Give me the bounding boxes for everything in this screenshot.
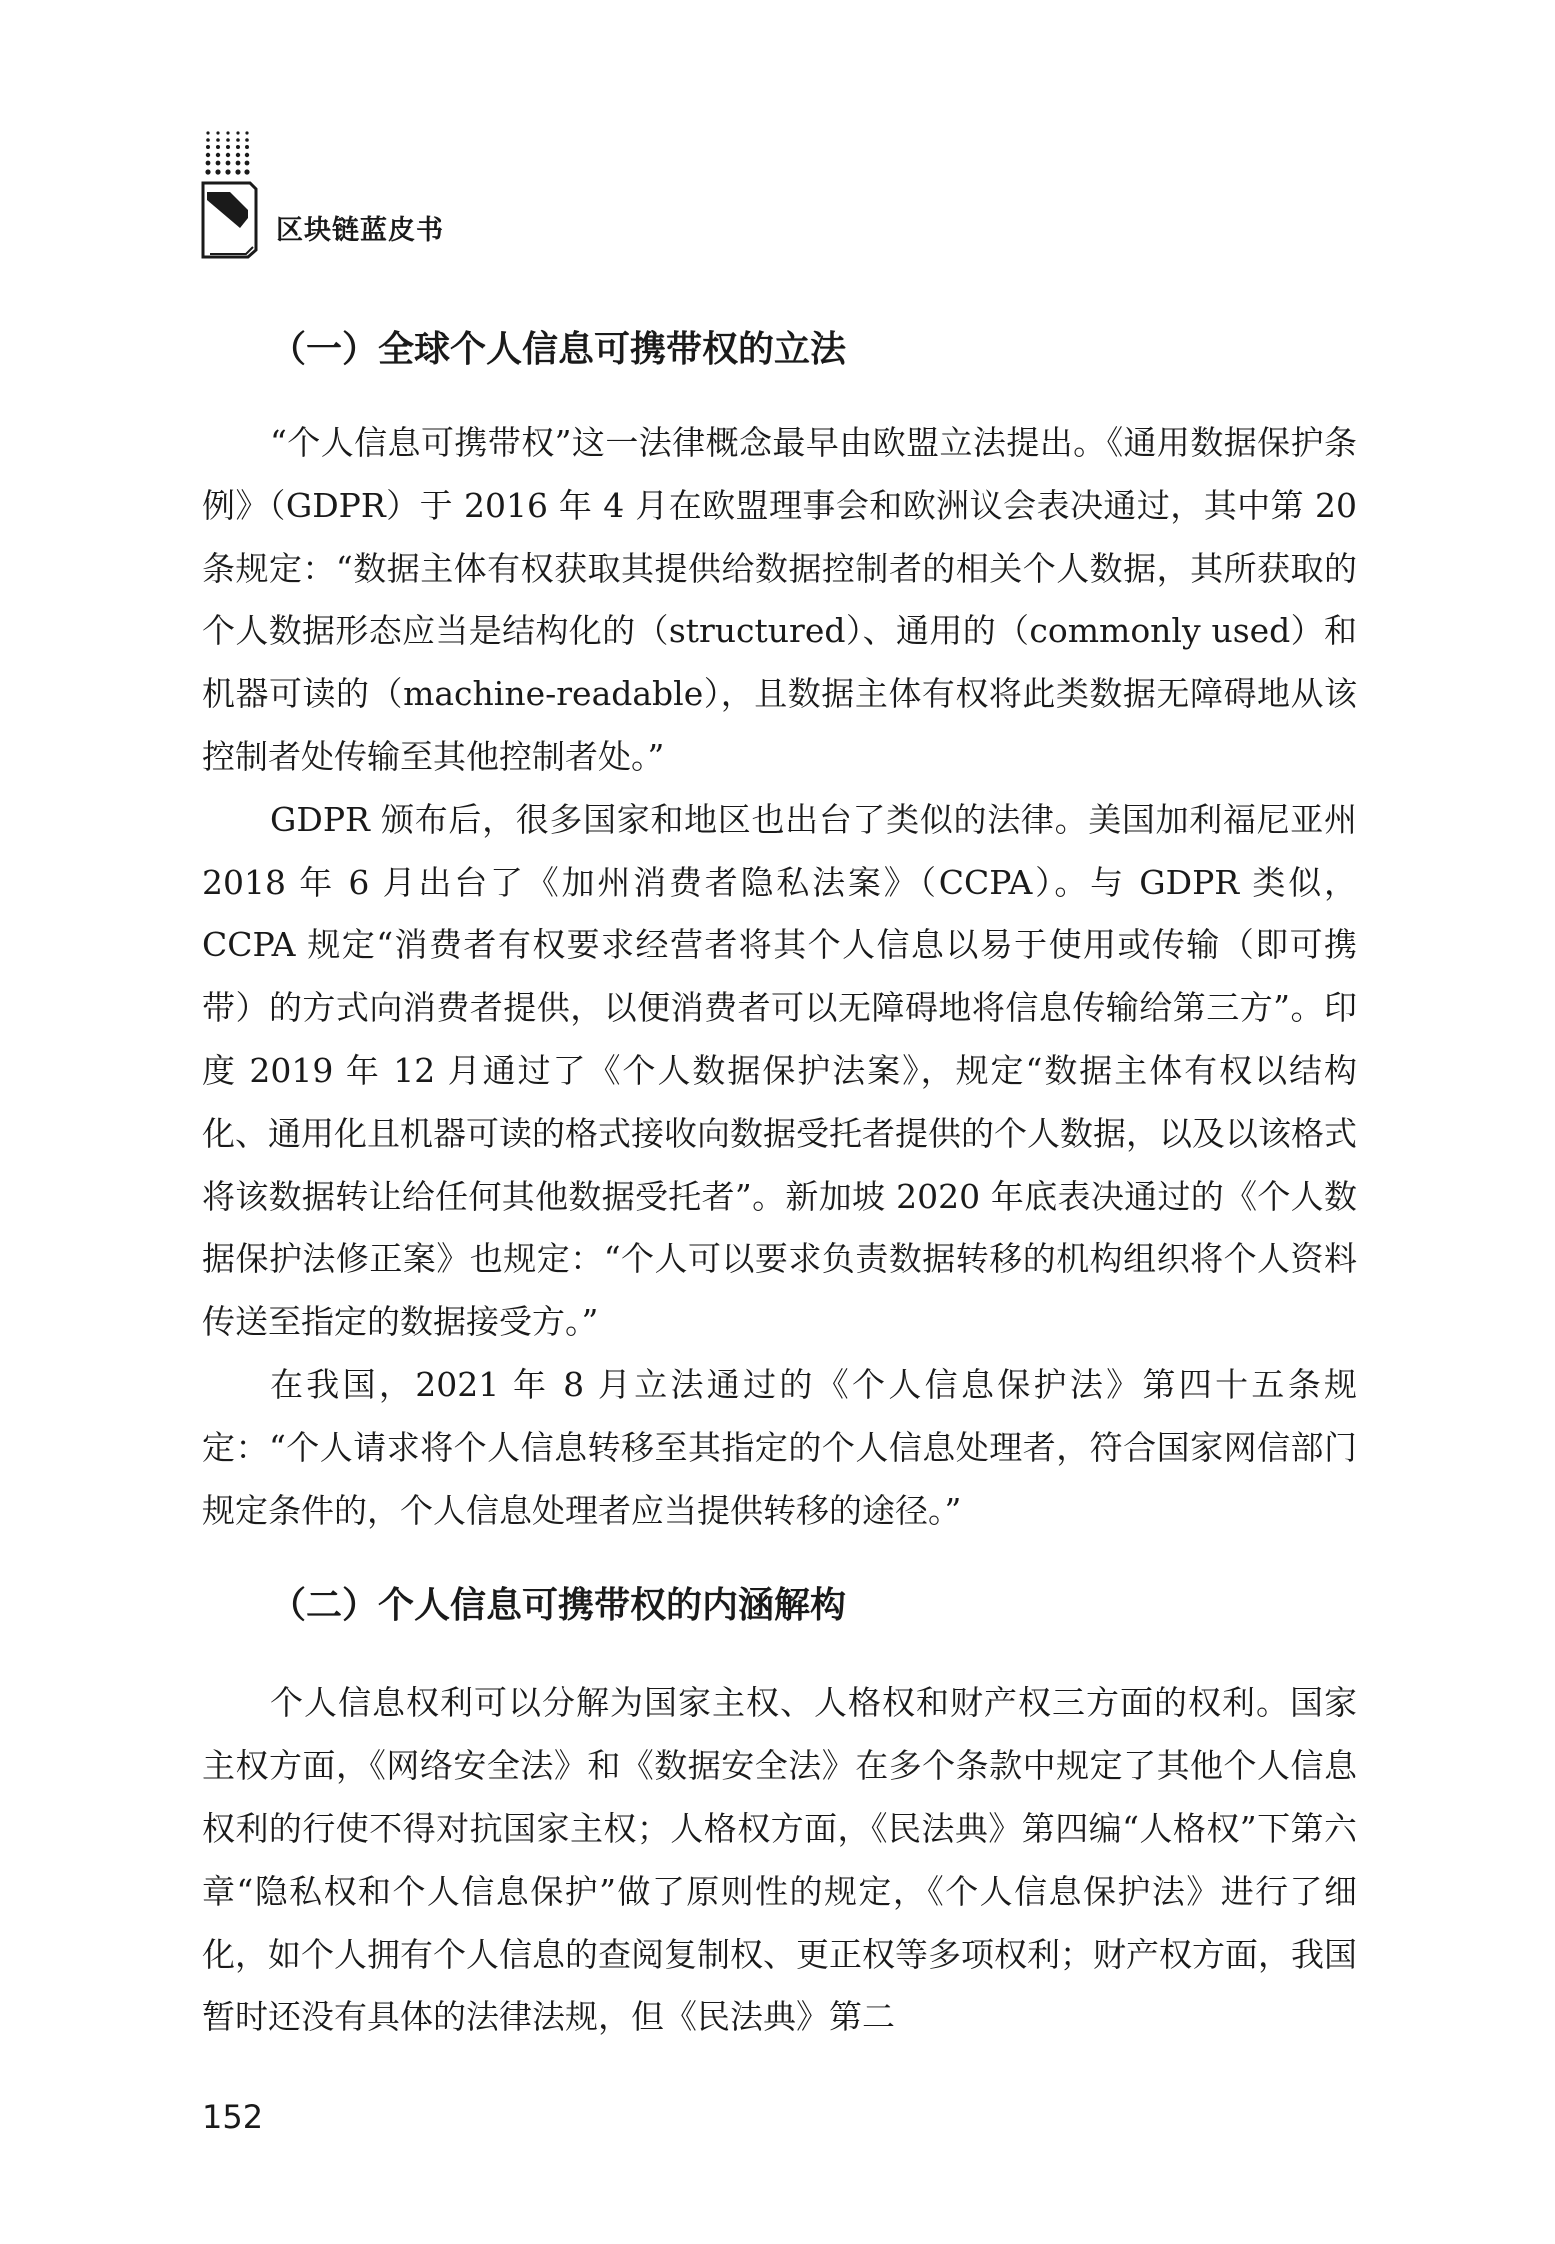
section-heading-1: （一）全球个人信息可携带权的立法 [270, 329, 847, 370]
dot-grid-icon [204, 130, 250, 178]
page-number: 152 [202, 2098, 264, 2136]
paragraph: 在我国，2021 年 8 月立法通过的《个人信息保护法》第四十五条规定：“个人请求将个人信息转移至其指定的个人信息处理者，符合国家网信部门规定条件的，个人信息处理者应当提供转移的途径。” [202, 1364, 1357, 1530]
series-title: 区块链蓝皮书 [276, 215, 444, 246]
book-emblem-icon [200, 180, 260, 260]
paragraph: “个人信息可携带权”这一法律概念最早由欧盟立法提出。《通用数据保护条例》（GDPR）于 2016 年 4 月在欧盟理事会和欧洲议会表决通过，其中第 20 条规定：“数据主体有权获取其提供给数据控制者的相关个人数据，其所获取的个人数据形态应当是结构化的（structured）、通用的（commonly used）和机器可读的（machine-readable），且数据主体有权将此类数据无障碍地从该控制者处传输至其他控制者处。” [202, 423, 1357, 776]
section-heading-2: （二）个人信息可携带权的内涵解构 [270, 1585, 847, 1627]
main-text [202, 322, 1357, 2049]
paragraph: 个人信息权利可以分解为国家主权、人格权和财产权三方面的权利。国家主权方面，《网络安全法》和《数据安全法》在多个条款中规定了其他个人信息权利的行使不得对抗国家主权；人格权方面，《民法典》第四编“人格权”下第六章“隐私权和个人信息保护”做了原则性的规定，《个人信息保护法》进行了细化，如个人拥有个人信息的查阅复制权、更正权等多项权利；财产权方面，我国暂时还没有具体的法律法规，但《民法典》第二 [202, 1683, 1357, 2037]
paragraph: GDPR 颁布后，很多国家和地区也出台了类似的法律。美国加利福尼亚州 2018 年 6 月出台了《加州消费者隐私法案》（CCPA）。与 GDPR 类似，CCPA 规定“消费者有权要求经营者将其个人信息以易于使用或传输（即可携带）的方式向消费者提供，以便消费者可以无障碍地将信息传输给第三方”。印度 2019 年 12 月通过了《个人数据保护法案》，规定“数据主体有权以结构化、通用化且机器可读的格式接收向数据受托者提供的个人数据，以及以该格式将该数据转让给任何其他数据受托者”。新加坡 2020 年底表决通过的《个人数据保护法修正案》也规定：“个人可以要求负责数据转移的机构组织将个人资料传送至指定的数据接受方。” [202, 799, 1357, 1342]
running-header [200, 130, 600, 260]
